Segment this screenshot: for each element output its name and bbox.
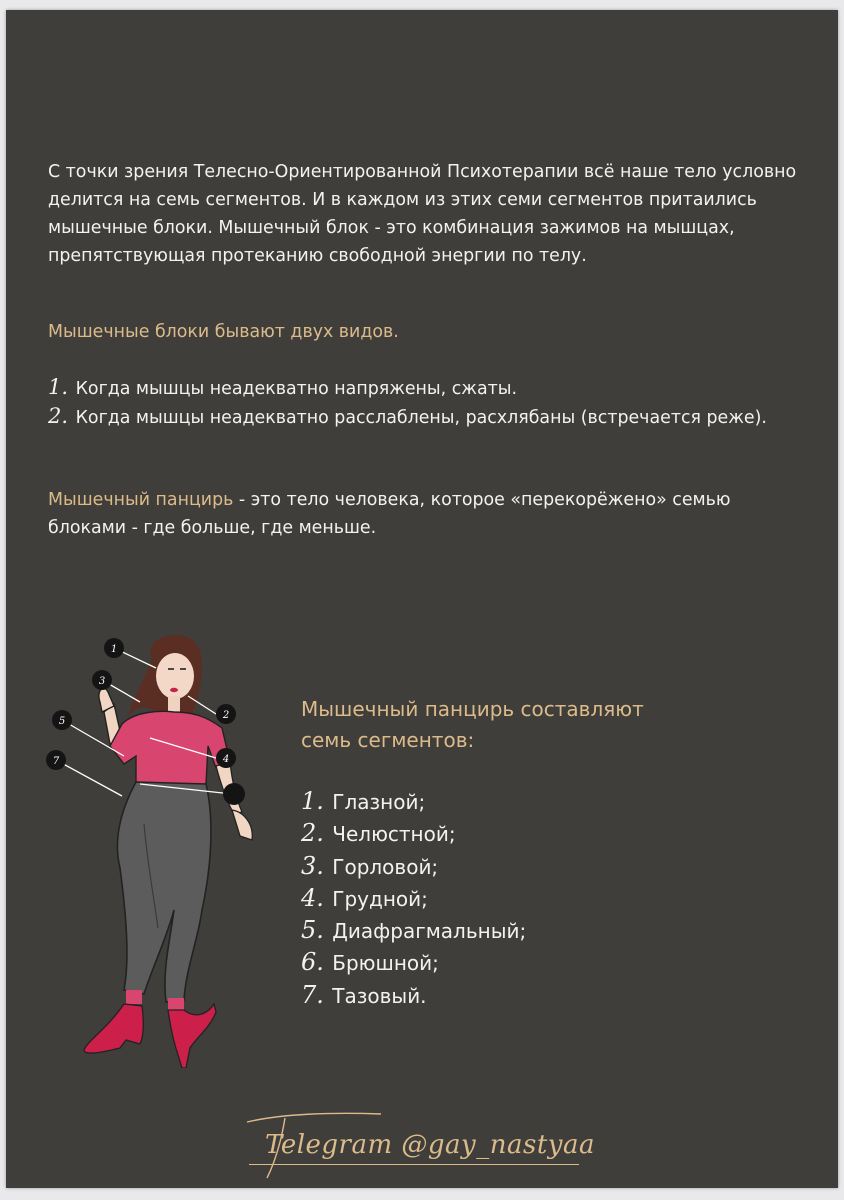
segment-label: Тазовый. (332, 983, 427, 1008)
segment-item (301, 851, 526, 883)
block-types-heading: Мышечные блоки бывают двух видов. (48, 322, 399, 342)
armor-definition-text: - это тело человека, которое «перекорёжено» семью блоками - где больше, где меньше. (48, 490, 731, 538)
intro-paragraph: С точки зрения Телесно-Ориентированной Психотерапии всё наше тело условно делится на семь сегментов. И в каждом из этих семи сегментов притаились мышечные блоки. Мышечный блок - это комбинация зажимов на мышцах, препятствующая протеканию свободной энергии по телу. (48, 162, 797, 266)
marker-5 (52, 710, 72, 730)
pants-shape (117, 782, 211, 1002)
segment-label: Глазной; (332, 790, 426, 814)
segment-number: 3. (301, 851, 324, 880)
marker-label: 2 (222, 710, 230, 721)
marker-label: 7 (52, 756, 60, 767)
marker-1 (104, 638, 124, 658)
list-number: 2. (48, 404, 69, 428)
segment-item (301, 786, 526, 818)
armor-definition (48, 486, 808, 542)
segments-heading-line2: семь сегментов: (301, 728, 475, 752)
list-item (48, 403, 828, 432)
segment-number: 1. (301, 787, 324, 815)
marker-4 (216, 748, 236, 768)
segment-number: 2. (301, 819, 324, 848)
segment-item (301, 947, 526, 979)
document-page (6, 10, 838, 1188)
segment-label: Челюстной; (332, 822, 456, 847)
telegram-signature (241, 1102, 595, 1186)
segment-number: 6. (301, 948, 324, 977)
marker-label: 4 (222, 754, 230, 765)
segments-heading (301, 694, 644, 756)
woman-figure-illustration (44, 628, 284, 1068)
segment-label: Грудной; (332, 886, 428, 911)
marker-label: 3 (98, 676, 106, 687)
marker-6 (223, 783, 245, 805)
list-text: Когда мышцы неадекватно напряжены, сжаты. (75, 379, 517, 399)
segment-number: 5. (301, 916, 324, 945)
list-item (48, 374, 828, 403)
segment-item (301, 980, 526, 1012)
marker-label: 5 (58, 716, 66, 727)
marker-3 (92, 670, 112, 690)
segment-number: 7. (301, 980, 324, 1009)
signature-underline (249, 1164, 579, 1165)
segments-list (301, 786, 526, 1012)
marker-2 (216, 704, 236, 724)
list-text: Когда мышцы неадекватно расслаблены, расхлябаны (встречается реже). (75, 408, 767, 428)
segment-label: Диафрагмальный; (332, 919, 527, 944)
list-number: 1. (48, 375, 69, 399)
segment-item (301, 915, 526, 947)
segment-label: Брюшной; (332, 951, 439, 976)
segments-heading-line1: Мышечный панцирь составляют (301, 697, 644, 721)
segment-item (301, 883, 526, 915)
shirt-shape (110, 711, 230, 785)
marker-label: 1 (110, 644, 118, 655)
segment-label: Горловой; (332, 854, 439, 879)
armor-term: Мышечный панцирь (48, 490, 234, 510)
left-shoe-shape (84, 1004, 143, 1053)
marker-7 (46, 750, 66, 770)
segment-item (301, 818, 526, 850)
telegram-handle: Telegram @gay_nastyaa (265, 1130, 595, 1160)
right-shoe-shape (168, 1004, 216, 1068)
block-types-list (48, 374, 828, 432)
segment-number: 4. (301, 883, 324, 912)
